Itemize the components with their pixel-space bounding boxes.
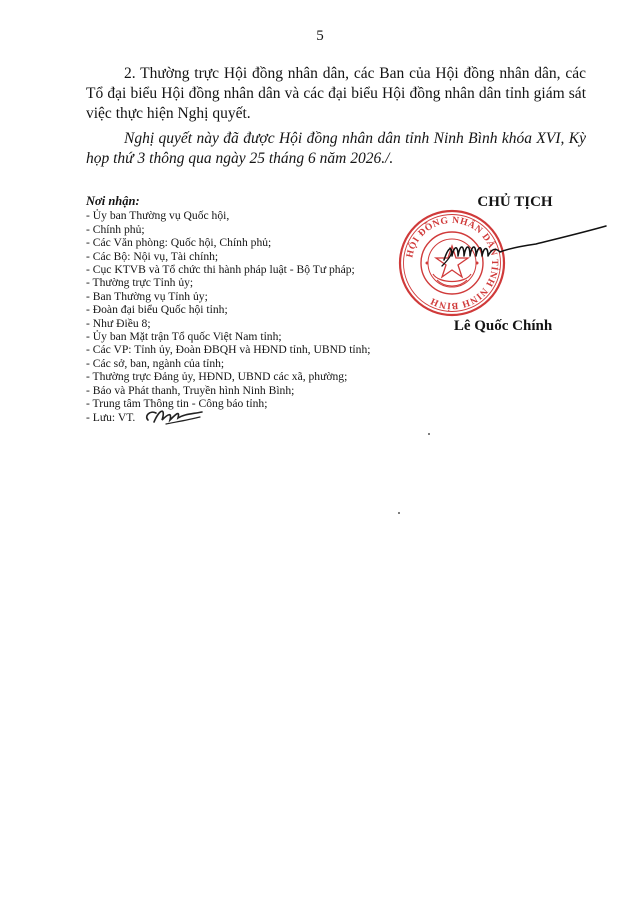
list-item: - Các Bộ: Nội vụ, Tài chính;	[86, 249, 219, 263]
list-item: - Thường trực Tỉnh ủy;	[86, 276, 194, 290]
svg-text:HỘI ĐỒNG NHÂN DÂN TỈNH NINH BÌ: HỘI ĐỒNG NHÂN DÂN TỈNH NINH BÌNH	[404, 214, 501, 312]
paragraph-adoption: Nghị quyết này đã được Hội đồng nhân dân tỉnh Ninh Bình khóa XVI, Kỳ họp thứ 3 thông qua ngày 25 tháng 6 năm 2026./.	[86, 130, 586, 167]
list-item: - Lưu: VT.	[86, 410, 136, 424]
page-number: 5	[316, 28, 324, 44]
list-item: - Trung tâm Thông tin - Công báo tỉnh;	[86, 397, 268, 411]
recipients-heading: Nơi nhận:	[86, 194, 140, 208]
paragraph-supervision: 2. Thường trực Hội đồng nhân dân, các Ban của Hội đồng nhân dân, các Tổ đại biểu Hội đồng nhân dân và các đại biểu Hội đồng nhân dân tỉnh giám sát việc thực hiện Nghị quyết.	[86, 65, 586, 122]
scan-speck	[398, 512, 400, 514]
recipients-list	[86, 209, 416, 424]
list-item: - Ủy ban Mặt trận Tổ quốc Việt Nam tỉnh;	[86, 330, 282, 344]
list-item: - Các VP: Tỉnh ủy, Đoàn ĐBQH và HĐND tỉnh, UBND tỉnh;	[86, 343, 371, 357]
list-item: - Các sở, ban, ngành của tỉnh;	[86, 356, 225, 370]
list-item: - Các Văn phòng: Quốc hội, Chính phủ;	[86, 236, 272, 250]
signer-title: CHỦ TỊCH	[477, 194, 553, 210]
recipients-block	[86, 195, 416, 424]
signer-name: Lê Quốc Chính	[453, 318, 553, 334]
scan-speck	[428, 433, 430, 435]
list-item: - Cục KTVB và Tổ chức thi hành pháp luật - Bộ Tư pháp;	[86, 263, 355, 277]
signature-mark	[440, 222, 610, 272]
list-item: - Thường trực Đảng ủy, HĐND, UBND các xã, phường;	[86, 370, 348, 384]
list-item: - Ủy ban Thường vụ Quốc hội,	[86, 209, 230, 223]
initials-mark	[142, 404, 208, 430]
list-item: - Báo và Phát thanh, Truyền hình Ninh Bình;	[86, 383, 295, 397]
list-item: - Như Điều 8;	[86, 316, 151, 330]
list-item: - Ban Thường vụ Tỉnh ủy;	[86, 289, 208, 303]
list-item: - Chính phủ;	[86, 222, 145, 236]
list-item: - Đoàn đại biểu Quốc hội tỉnh;	[86, 303, 228, 317]
